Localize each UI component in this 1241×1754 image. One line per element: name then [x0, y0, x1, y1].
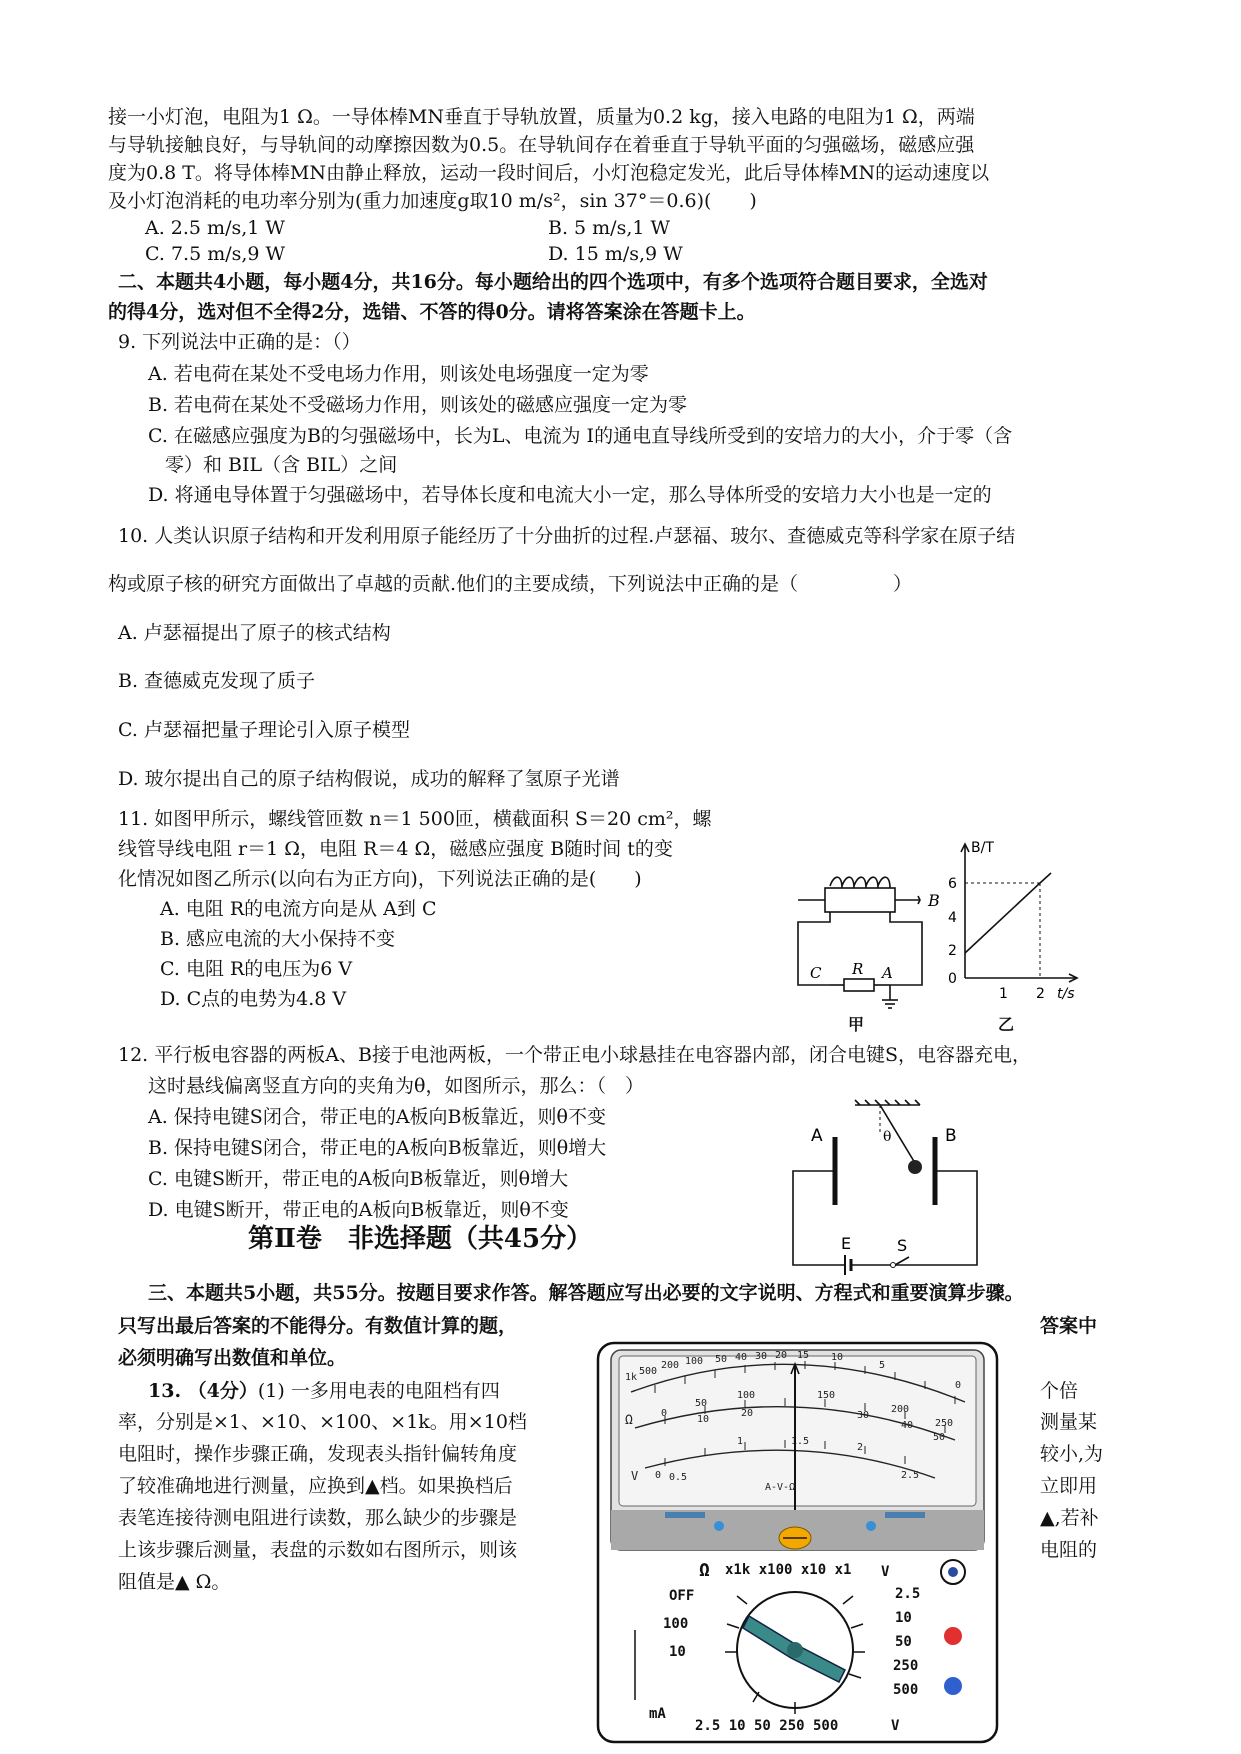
q9-option-d: D. 将通电导体置于匀强磁场中，若导体长度和电流大小一定，那么导体所受的安培力大小也是一定的	[148, 484, 992, 506]
meter-dc2-40: 40	[901, 1420, 914, 1431]
q11-yi-xlabel: t/s	[1057, 986, 1075, 1002]
q12-plate-a-label: A	[811, 1126, 823, 1146]
q11-yi-ylabel: B/T	[971, 840, 994, 856]
meter-mid-label: A-V-Ω	[765, 1482, 796, 1493]
q8-option-a: A. 2.5 m/s,1 W	[145, 217, 285, 239]
meter-ohm-20: 20	[775, 1350, 788, 1361]
q8-option-c: C. 7.5 m/s,9 W	[145, 243, 286, 265]
selector-ma-10: 10	[669, 1644, 686, 1660]
q12-battery-e-label: E	[841, 1234, 852, 1253]
q13-line3-right: 较小,为	[1040, 1443, 1104, 1465]
section2-line2: 的得4分，选对但不全得2分，选错、不答的得0分。请将答案涂在答题卡上。	[108, 301, 756, 323]
selector-v-sym: V	[881, 1564, 890, 1580]
meter-dc-250: 250	[935, 1418, 954, 1429]
selector-off: OFF	[669, 1588, 695, 1604]
q9-option-a: A. 若电荷在某处不受电场力作用，则该处电场强度一定为零	[148, 363, 649, 385]
q13-line4-right: 立即用	[1040, 1475, 1098, 1497]
q8-line3: 度为0.8 T。将导体棒MN由静止释放，运动一段时间后，小灯泡稳定发光，此后导体棒MN的运动速度以	[108, 162, 990, 184]
selector-v-10: 10	[895, 1610, 912, 1626]
meter-ac-25: 2.5	[901, 1470, 920, 1481]
q11-caption-jia: 甲	[848, 1015, 865, 1034]
meter-dc2-20: 20	[741, 1408, 754, 1419]
q11-caption-yi: 乙	[998, 1015, 1015, 1034]
q11-fig-c-label: C	[810, 964, 822, 982]
meter-ohm-40: 40	[735, 1352, 748, 1363]
selector-ma-label: mA	[649, 1706, 666, 1722]
selector-v-25: 2.5	[895, 1586, 921, 1602]
meter-ohm-1k: 1k	[625, 1372, 638, 1383]
q13-line2: 率，分别是×1、×10、×100、×1k。用×10档	[118, 1411, 527, 1433]
q13-line1: (1) 一多用电表的电阻档有四	[257, 1380, 500, 1402]
meter-dc-0: 0	[661, 1408, 668, 1419]
q13-line5-right: ▲,若补	[1040, 1507, 1099, 1529]
q9-option-c-line2: 零）和 BIL（含 BIL）之间	[165, 454, 398, 476]
selector-v-50: 50	[895, 1634, 912, 1650]
charged-ball	[908, 1160, 922, 1174]
part2-title: 第Ⅱ卷 非选择题（共45分）	[248, 1224, 593, 1254]
q12-option-a: A. 保持电键S闭合，带正电的A板向B板靠近，则θ不变	[148, 1106, 606, 1128]
meter-dc2-30: 30	[857, 1410, 870, 1421]
q11-fig-a-label: A	[882, 964, 893, 982]
q13-line5: 表笔连接待测电阻进行读数，那么缺少的步骤是	[118, 1507, 518, 1529]
q10-option-d: D. 玻尔提出自己的原子结构假说，成功的解释了氢原子光谱	[118, 768, 620, 790]
q11-stem-line3: 化情况如图乙所示(以向右为正方向)，下列说法正确的是( )	[118, 868, 642, 890]
q12-plate-b-label: B	[945, 1126, 957, 1146]
meter-dc-150: 150	[817, 1390, 836, 1401]
q8-option-d: D. 15 m/s,9 W	[548, 243, 683, 265]
meter-ohm-5: 5	[879, 1360, 886, 1371]
section3-line2b: 答案中	[1040, 1315, 1098, 1337]
q12-option-c: C. 电键S断开，带正电的A板向B板靠近，则θ增大	[148, 1168, 569, 1190]
q12-stem-line1: 12. 平行板电容器的两板A、B接于电池两板，一个带正电小球悬挂在电容器内部，闭合电键S，电容器充电，	[118, 1044, 1031, 1066]
q11-yi-ytick-4: 4	[948, 910, 957, 926]
q13-number: 13. （4分）	[148, 1380, 258, 1402]
meter-ac-2: 2	[857, 1442, 864, 1453]
meter-ohm-500: 500	[639, 1366, 658, 1377]
q13-line2-right: 测量某	[1040, 1411, 1098, 1433]
meter-ac-0: 0	[655, 1470, 662, 1481]
q10-option-c: C. 卢瑟福把量子理论引入原子模型	[118, 719, 410, 741]
q11-yi-xtick-1: 1	[999, 986, 1008, 1002]
meter-dc-100: 100	[737, 1390, 756, 1401]
q11-option-c: C. 电阻 R的电压为6 V	[160, 958, 353, 980]
q11-stem-line2: 线管导线电阻 r＝1 Ω，电阻 R＝4 Ω，磁感应强度 B随时间 t的变	[118, 838, 673, 860]
selector-range-row: x1k x100 x10 x1	[725, 1562, 852, 1578]
q12-figure-capacitor	[785, 1095, 995, 1275]
q10-stem-line2: 构或原子核的研究方面做出了卓越的贡献.他们的主要成绩，下列说法中正确的是（ ）	[108, 573, 913, 595]
meter-dc-50: 50	[695, 1398, 708, 1409]
q11-option-a: A. 电阻 R的电流方向是从 A到 C	[160, 898, 437, 920]
q11-option-b: B. 感应电流的大小保持不变	[160, 928, 396, 950]
q11-stem-line1: 11. 如图甲所示，螺线管匝数 n＝1 500匝，横截面积 S＝20 cm²，螺	[118, 808, 712, 830]
q8-line1: 接一小灯泡，电阻为1 Ω。一导体棒MN垂直于导轨放置，质量为0.2 kg，接入电路的电阻为1 Ω，两端	[108, 106, 975, 128]
q11-figure-jia	[790, 860, 970, 1030]
meter-ohm-50: 50	[715, 1354, 728, 1365]
q13-line6: 上该步骤后测量，表盘的示数如右图所示，则该	[118, 1539, 518, 1561]
q11-figure-yi	[945, 838, 1085, 1008]
meter-v-sym: V	[631, 1469, 639, 1483]
q13-line4: 了较准确地进行测量，应换到▲档。如果换档后	[118, 1475, 513, 1497]
meter-dc2-10: 10	[697, 1414, 710, 1425]
q11-yi-ytick-0: 0	[948, 971, 957, 987]
q12-theta-label: θ	[883, 1129, 892, 1145]
q11-yi-ytick-6: 6	[948, 876, 957, 892]
meter-indicator-right	[885, 1512, 925, 1518]
jack-positive[interactable]	[944, 1627, 962, 1645]
q11-fig-b-label: B	[928, 891, 940, 910]
q8-line4: 及小灯泡消耗的电功率分别为(重力加速度g取10 m/s²，sin 37°＝0.6)( )	[108, 190, 757, 212]
q11-fig-r-label: R	[852, 960, 864, 978]
meter-ohm-200: 200	[661, 1360, 680, 1371]
selector-bottom-row: 2.5 10 50 250 500	[695, 1718, 839, 1734]
q12-switch-s-label: S	[897, 1236, 908, 1255]
q11-yi-xtick-2: 2	[1036, 986, 1045, 1002]
multimeter-figure	[595, 1340, 1000, 1745]
selector-bottom-v: V	[891, 1718, 900, 1734]
meter-ohm-0: 0	[955, 1380, 962, 1391]
section2-line1: 二、本题共4小题，每小题4分，共16分。每小题给出的四个选项中，有多个选项符合题目要求，全选对	[118, 271, 988, 293]
q11-yi-ytick-2: 2	[948, 943, 957, 959]
meter-ohm-30: 30	[755, 1351, 768, 1362]
q8-option-b: B. 5 m/s,1 W	[548, 217, 671, 239]
section3-line3: 必须明确写出数值和单位。	[118, 1347, 347, 1369]
q10-stem-line1: 10. 人类认识原子结构和开发利用原子能经历了十分曲折的过程.卢瑟福、玻尔、查德威克等科学家在原子结	[118, 525, 1016, 547]
meter-ohm-sym: Ω	[625, 1413, 633, 1428]
section3-line2a: 只写出最后答案的不能得分。有数值计算的题，	[118, 1315, 518, 1337]
meter-dc2-50: 50	[933, 1432, 946, 1443]
jack-negative[interactable]	[944, 1677, 962, 1695]
q9-option-c-line1: C. 在磁感应强度为B的匀强磁场中，长为L、电流为 I的通电直导线所受到的安培力的大小，介于零（含	[148, 425, 1013, 447]
selector-ohm-sym: Ω	[699, 1560, 710, 1581]
q12-stem-line2: 这时悬线偏离竖直方向的夹角为θ，如图所示，那么：（ ）	[148, 1075, 644, 1097]
q13-line1-right: 个倍	[1040, 1380, 1079, 1402]
q13-line7: 阻值是▲ Ω。	[118, 1571, 231, 1593]
q13-line6-right: 电阻的	[1040, 1539, 1098, 1561]
section3-line1: 三、本题共5小题，共55分。按题目要求作答。解答题应写出必要的文字说明、方程式和重要演算步骤。	[148, 1282, 1024, 1304]
meter-ac-15: 1.5	[791, 1436, 810, 1447]
selector-v-500: 500	[893, 1682, 919, 1698]
selector-v-250: 250	[893, 1658, 919, 1674]
q10-option-a: A. 卢瑟福提出了原子的核式结构	[118, 622, 391, 644]
meter-ac-05: 0.5	[669, 1472, 688, 1483]
q9-option-b: B. 若电荷在某处不受磁场力作用，则该处的磁感应强度一定为零	[148, 394, 688, 416]
meter-indicator-left	[665, 1512, 705, 1518]
meter-ohm-100: 100	[685, 1356, 704, 1367]
meter-ohm-10: 10	[831, 1352, 844, 1363]
q10-option-b: B. 查德威克发现了质子	[118, 670, 316, 692]
q13-line3: 电阻时，操作步骤正确，发现表头指针偏转角度	[118, 1443, 518, 1465]
q9-stem: 9. 下列说法中正确的是：（）	[118, 331, 361, 353]
q12-option-b: B. 保持电键S闭合，带正电的A板向B板靠近，则θ增大	[148, 1137, 607, 1159]
meter-ac-1: 1	[737, 1436, 744, 1447]
selector-ma-100: 100	[663, 1616, 689, 1632]
meter-ohm-15: 15	[797, 1350, 810, 1361]
meter-dc-200: 200	[891, 1404, 910, 1415]
q11-option-d: D. C点的电势为4.8 V	[160, 988, 347, 1010]
q12-option-d: D. 电键S断开，带正电的A板向B板靠近，则θ不变	[148, 1199, 569, 1221]
q8-line2: 与导轨接触良好，与导轨间的动摩擦因数为0.5。在导轨间存在着垂直于导轨平面的匀强磁场，磁感应强	[108, 134, 975, 156]
